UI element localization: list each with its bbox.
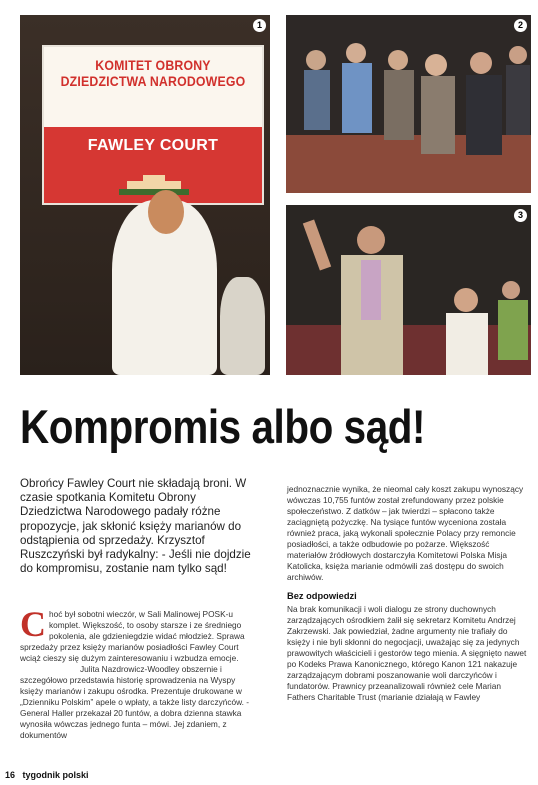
photo-audience: [286, 15, 531, 193]
photo-speaker-with-banner: [20, 15, 270, 375]
banner-line-1: KOMITET OBRONY: [95, 57, 211, 73]
body-paragraph-1-text: hoć był sobotni wieczór, w Sali Malinowej POSK-u komplet. Większość, to osoby starsze i ze średniego pokolenia, ale gdzieniegdzie widać młodzież. Sprawa sprzedaży przez księży marianów posiadłości Fawley Court wciąż cieszy się dużym zainteresowaniu i wzbudza emocje.: [20, 609, 245, 663]
photo-number-2: 2: [514, 19, 527, 32]
banner-top: [44, 47, 262, 127]
audience-illustration: [286, 15, 531, 193]
photo-man-pointing: [286, 205, 531, 375]
article-title: Kompromis albo sąd!: [20, 400, 426, 453]
man-pointing-illustration: [286, 205, 531, 375]
drop-cap: C: [20, 604, 46, 644]
article-body-right-column: [287, 484, 527, 703]
article-body-left-column: [20, 604, 258, 741]
body-paragraph-1: [20, 604, 258, 664]
banner-line-3: FAWLEY COURT: [87, 137, 219, 154]
body-paragraph-4: Na brak komunikacji i woli dialogu ze strony duchownych zarządzających ośrodkiem żalił się sekretarz Komitetu Andrzej Zakrzewski. Jak powiedział, żadne argumenty nie trafiały do księży i nie byli skłonni do negocjacji, uważając się za jedynych prawowitych właścicieli i gestorów tego mienia. A sięgnięto nawet po Kodeks Prawa Kanonicznego, którego Kanon 121 nakazuje zarządzającym dobrami poszanowanie woli darczyńców i fundatorów. Prawnicy przeanalizowali również cele Marian Fathers Charitable Trust (marianie działają w Fawley: [287, 604, 527, 702]
listener-figure: [220, 277, 265, 375]
page-footer: [5, 770, 89, 780]
article-lead: Obrońcy Fawley Court nie składają broni. W czasie spotkania Komitetu Obrony Dziedzictwa Narodowego padały różne propozycje, jak skłonić księży marianów do odstąpienia od sprzedaży. Krzysztof Ruszczyński był radykalny: - Jeśli nie dojdzie do kompromisu, zostanie nam tylko sąd!: [20, 477, 251, 576]
body-paragraph-2: Julita Nazdrowicz-Woodley obszernie i szczegółowo przedstawia historię sprowadzenia na Wyspy księży marianów i zakupu ośrodka. Prezentuje drukowane w „Dzienniku Polskim” apele o wpłaty, a także listy darczyńców. - General Haller przekazał 20 funtów, a dobra dzienna stawka wynosiła wówczas jednego funta – mówi. Jej zdaniem, z dokumentów: [20, 664, 250, 740]
committee-banner: [42, 45, 264, 205]
section-subheading: Bez odpowiedzi: [287, 591, 357, 601]
photo-number-3: 3: [514, 209, 527, 222]
banner-line-2: DZIEDZICTWA NARODOWEGO: [60, 73, 246, 89]
page-number: 16: [5, 770, 16, 780]
photo-number-1: 1: [253, 19, 266, 32]
body-paragraph-3: jednoznacznie wynika, że nieomal cały koszt zakupu wynoszący wówczas 10,755 funtów został zrefundowany przez polskie społeczeństwo. Z datków – jak twierdzi – spłacono także zaciągniętą pożyczkę. Na tysiące funtów wyceniona została również praca, jaką wykonali społecznie Polacy przy remoncie posiadłości, a także odbudowie po pożarze. Większość materiałów źródłowych dostarczyła Komitetowi Polska Misja Katolicka, księża marianie odmówili zaś dostępu do swoich archiwów.: [287, 484, 524, 582]
speaker-head: [148, 190, 184, 234]
manor-house-icon: [119, 173, 189, 195]
banner-bottom: [44, 127, 262, 203]
publication-name: tygodnik polski: [22, 770, 89, 780]
